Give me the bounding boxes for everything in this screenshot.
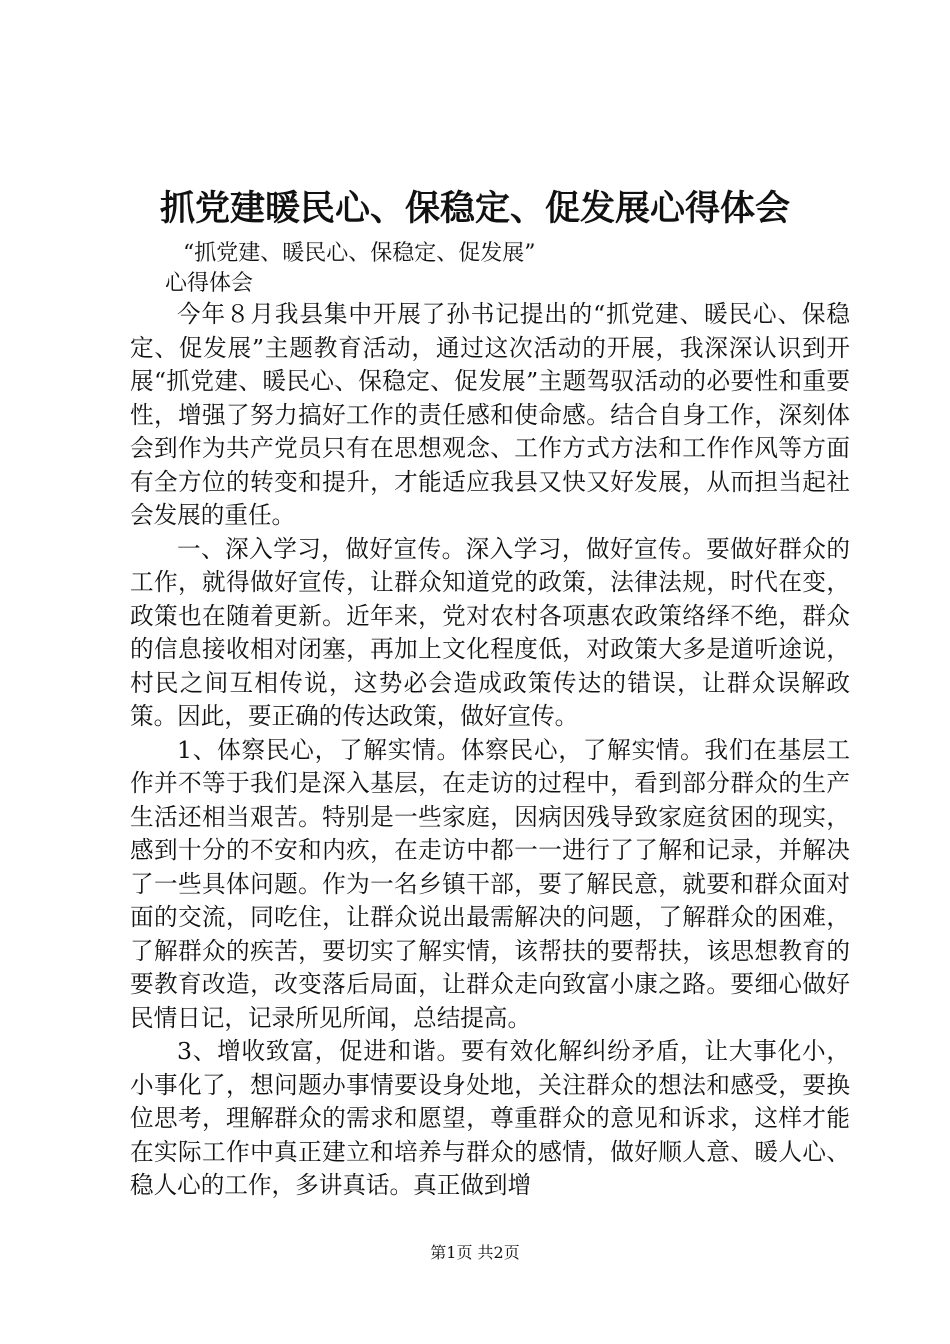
document-body <box>130 298 850 1203</box>
page-footer: 第1页 共2页 <box>430 1243 520 1262</box>
page-title: 抓党建暖民心、保稳定、促发展心得体会 <box>159 188 790 229</box>
paragraph-intro: 今年８月我县集中开展了孙书记提出的“抓党建、暖民心、保稳定、促发展”主题教育活动，通过这次活动的开展，我深深认识到开展“抓党建、暖民心、保稳定、促发展”主题驾驭活动的必要性和重要性，增强了努力搞好工作的责任感和使命感。结合自身工作，深刻体会到作为共产党员只有在思想观念、工作方式方法和工作作风等方面有全方位的转变和提升，才能适应我县又快又好发展，从而担当起社会发展的重任。 <box>130 300 850 529</box>
paragraph-item-3: 3、增收致富，促进和谐。要有效化解纠纷矛盾，让大事化小，小事化了，想问题办事情要设身处地，关注群众的想法和感受，要换位思考，理解群众的需求和愿望，尊重群众的意见和诉求，这样才能在实际工作中真正建立和培养与群众的感情，做好顺人意、暖人心、稳人心的工作，多讲真话。真正做到增 <box>130 1037 850 1199</box>
subtitle-line-1: “抓党建、暖民心、保稳定、促发展” <box>183 241 536 266</box>
subtitle-line-2: 心得体会 <box>165 271 254 296</box>
paragraph-section-1: 一、深入学习，做好宣传。深入学习，做好宣传。要做好群众的工作，就得做好宣传，让群众知道党的政策，法律法规，时代在变，政策也在随着更新。近年来，党对农村各项惠农政策络绎不绝，群众的信息接收相对闭塞，再加上文化程度低，对政策大多是道听途说，村民之间互相传说，这势必会造成政策传达的错误，让群众误解政策。因此，要正确的传达政策，做好宣传。 <box>130 534 850 730</box>
paragraph-item-1: 1、体察民心，了解实情。体察民心，了解实情。我们在基层工作并不等于我们是深入基层，在走访的过程中，看到部分群众的生产生活还相当艰苦。特别是一些家庭，因病因残导致家庭贫困的现实，感到十分的不安和内疚，在走访中都一一进行了了解和记录，并解决了一些具体问题。作为一名乡镇干部，要了解民意，就要和群众面对面的交流，同吃住，让群众说出最需解决的问题，了解群众的困难，了解群众的疾苦，要切实了解实情，该帮扶的要帮扶，该思想教育的要教育改造，改变落后局面，让群众走向致富小康之路。要细心做好民情日记，记录所见所闻，总结提高。 <box>130 735 850 1032</box>
